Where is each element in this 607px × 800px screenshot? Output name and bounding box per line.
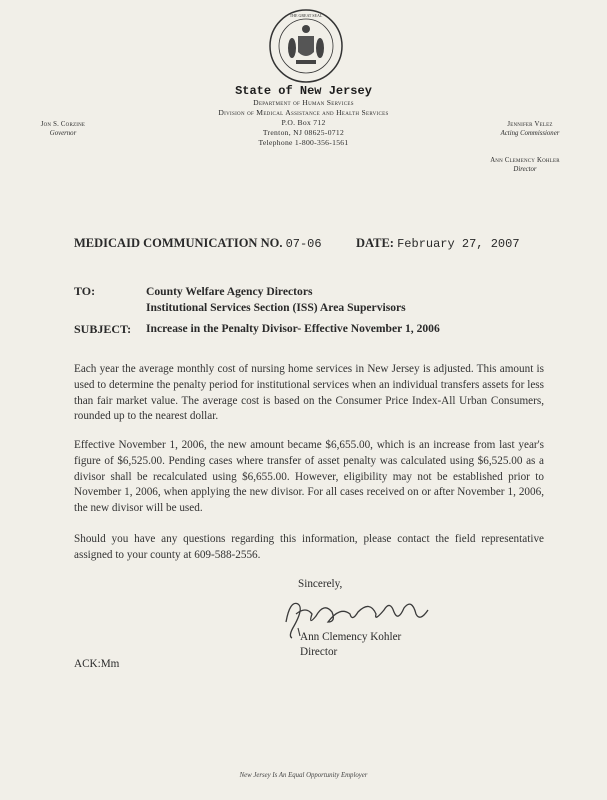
to-recipients: [146, 284, 406, 316]
division-name: Division of Medical Assistance and Health Services: [218, 108, 389, 117]
commissioner-block: [475, 120, 585, 138]
footer-eoe: New Jersey Is An Equal Opportunity Employer: [239, 772, 368, 779]
closing-sincerely: Sincerely,: [298, 578, 343, 590]
telephone: Telephone 1-800-356-1561: [258, 138, 349, 147]
communication-number-line: [74, 236, 322, 251]
subject-text: Increase in the Penalty Divisor- Effective November 1, 2006: [146, 322, 440, 335]
date-value: February 27, 2007: [397, 237, 520, 251]
governor-name: Jon S. Corzine: [40, 121, 86, 128]
city-zip: Trenton, NJ 08625-0712: [262, 128, 345, 137]
subject-label: SUBJECT:: [74, 322, 132, 336]
to-recipient-2: Institutional Services Section (ISS) Area Supervisors: [146, 301, 406, 314]
svg-text:THE GREAT SEAL: THE GREAT SEAL: [289, 13, 323, 18]
body-paragraph-3: Should you have any questions regarding this information, please contact the field representative assigned to your county at 609-588-2556.: [74, 533, 544, 561]
body-paragraph-1: Each year the average monthly cost of nursing home services in New Jersey is adjusted. This amount is used to determine the penalty period for institutional services when an individual transfers assets for less than fair market value. The average cost is based on the Consumer Price Index-All Urban Consumers, rounded up to the nearest dollar.: [74, 363, 544, 423]
state-seal-logo: [268, 8, 344, 84]
body-paragraph-2: Effective November 1, 2006, the new amount became $6,655.00, which is an increase from last year's figure of $6,525.00. Pending cases where transfer of asset penalty was calculated using $6,525.00 as a divisor shall be recalculated using $6,655.00. However, eligibility may not be established prior to November 1, 2006, when applying the new divisor. For all cases received on or after November 1, 2006, the new divisor will be used.: [74, 439, 544, 515]
department-name: Department of Human Services: [253, 98, 354, 107]
communication-label: MEDICAID COMMUNICATION NO.: [74, 236, 283, 250]
director-title: Director: [513, 166, 537, 173]
to-recipient-1: County Welfare Agency Directors: [146, 285, 313, 298]
reference-initials: ACK:Mm: [74, 658, 120, 670]
signer-block: [300, 630, 401, 660]
communication-number: 07-06: [285, 237, 322, 251]
signer-name: Ann Clemency Kohler: [300, 631, 402, 643]
date-label: DATE:: [356, 236, 394, 250]
date-line: [356, 236, 520, 251]
governor-title: Governor: [49, 130, 77, 137]
commissioner-name: Jennifer Velez: [507, 121, 553, 128]
po-box: P.O. Box 712: [281, 118, 326, 127]
director-name: Ann Clemency Kohler: [490, 157, 560, 164]
to-label: TO:: [74, 284, 96, 298]
commissioner-title: Acting Commissioner: [500, 130, 560, 137]
director-block: [465, 156, 585, 174]
governor-block: [28, 120, 98, 138]
signer-title: Director: [300, 646, 338, 658]
state-title: State of New Jersey: [235, 84, 372, 98]
